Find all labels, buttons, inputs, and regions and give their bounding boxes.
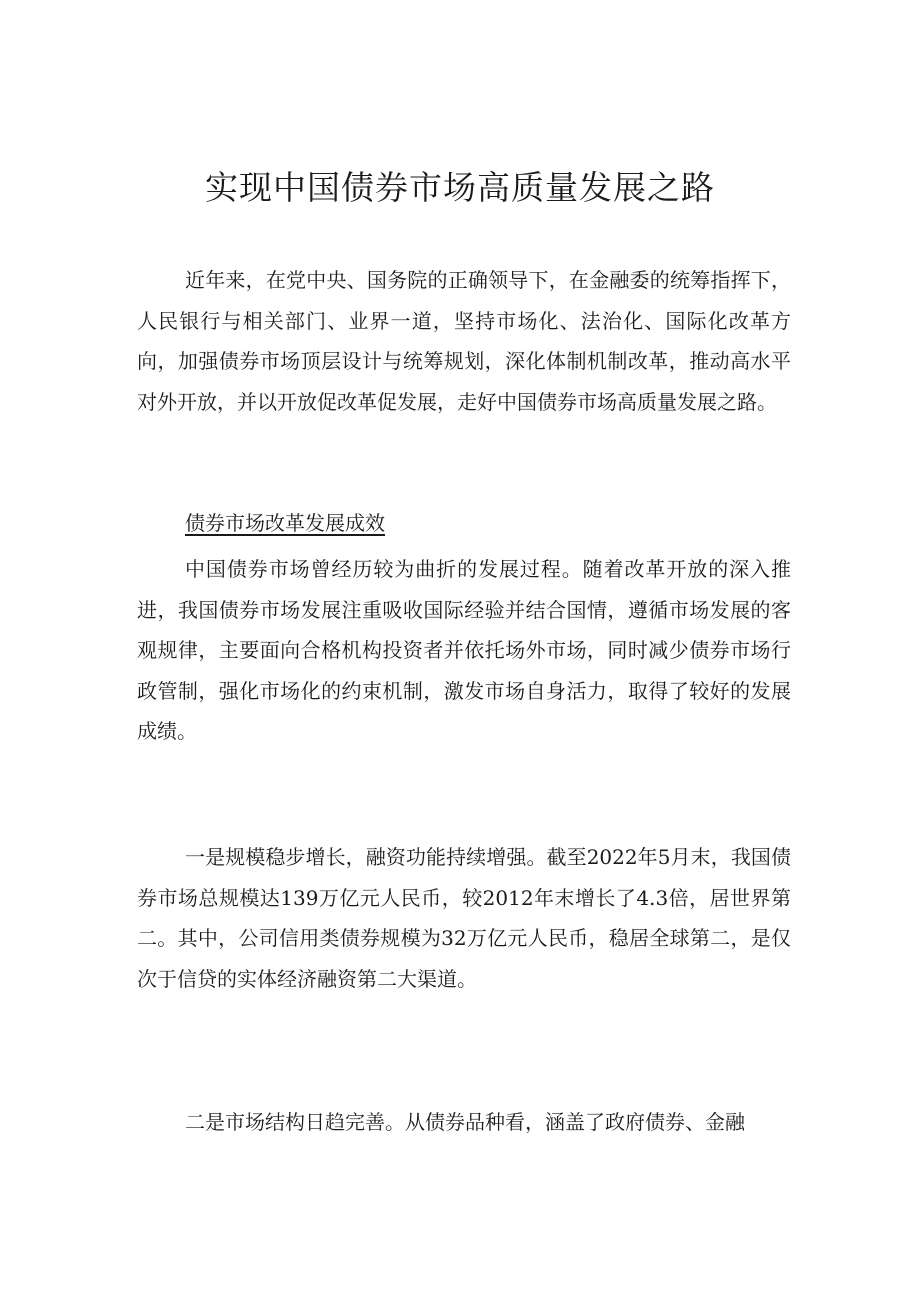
section-heading: 债券市场改革发展成效 bbox=[185, 511, 385, 535]
body-paragraph: 一是规模稳步增长，融资功能持续增强。截至2022年5月末，我国债券市场总规模达139万亿元人民币，较2012年末增长了4.3倍，居世界第二。其中，公司信用类债券规模为32万亿元人民币，稳居全球第二，是仅次于信贷的实体经济融资第二大渠道。 bbox=[137, 845, 791, 991]
body-paragraph: 中国债券市场曾经历较为曲折的发展过程。随着改革开放的深入推进，我国债券市场发展注重吸收国际经验并结合国情，遵循市场发展的客观规律，主要面向合格机构投资者并依托场外市场，同时减少债券市场行政管制，强化市场化的约束机制，激发市场自身活力，取得了较好的发展成绩。 bbox=[137, 557, 791, 743]
document-title: 实现中国债券市场高质量发展之路 bbox=[205, 168, 715, 207]
intro-paragraph: 近年来，在党中央、国务院的正确领导下，在金融委的统筹指挥下，人民银行与相关部门、业界一道，坚持市场化、法治化、国际化改革方向，加强债券市场顶层设计与统筹规划，深化体制机制改革，推动高水平对外开放，并以开放促改革促发展，走好中国债券市场高质量发展之路。 bbox=[137, 268, 791, 414]
body-paragraph: 二是市场结构日趋完善。从债券品种看，涵盖了政府债券、金融 bbox=[185, 1110, 745, 1134]
